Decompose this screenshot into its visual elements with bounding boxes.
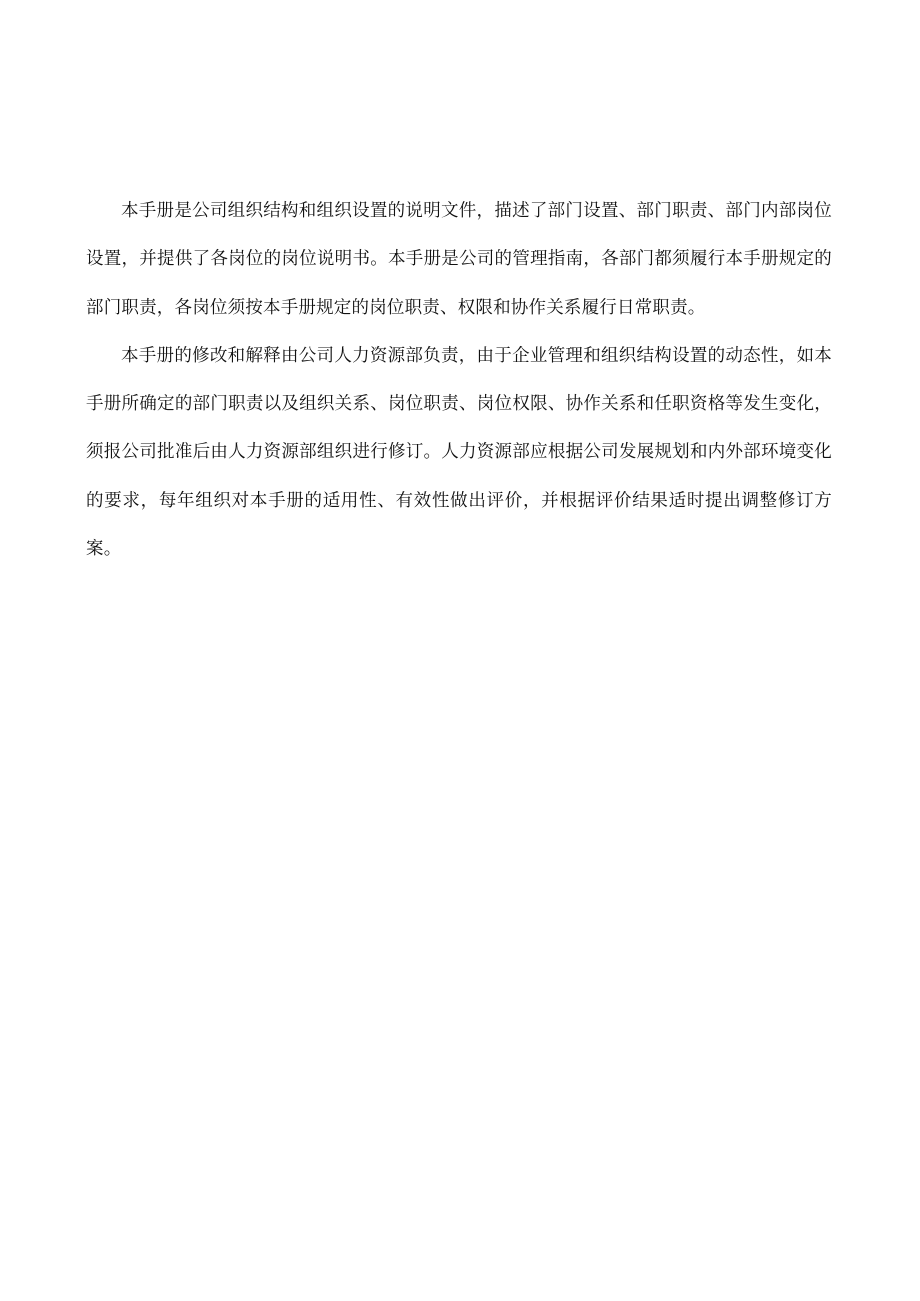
- paragraph-revision: 本手册的修改和解释由公司人力资源部负责，由于企业管理和组织结构设置的动态性，如本手册所确定的部门职责以及组织关系、岗位职责、岗位权限、协作关系和任职资格等发生变化，须报公司批准后由人力资源部组织进行修订。人力资源部应根据公司发展规划和内外部环境变化的要求，每年组织对本手册的适用性、有效性做出评价，并根据评价结果适时提出调整修订方案。: [86, 345, 832, 560]
- paragraph-intro: 本手册是公司组织结构和组织设置的说明文件，描述了部门设置、部门职责、部门内部岗位设置，并提供了各岗位的岗位说明书。本手册是公司的管理指南，各部门都须履行本手册规定的部门职责，各岗位须按本手册规定的岗位职责、权限和协作关系履行日常职责。: [86, 201, 832, 318]
- document-body: [86, 187, 832, 573]
